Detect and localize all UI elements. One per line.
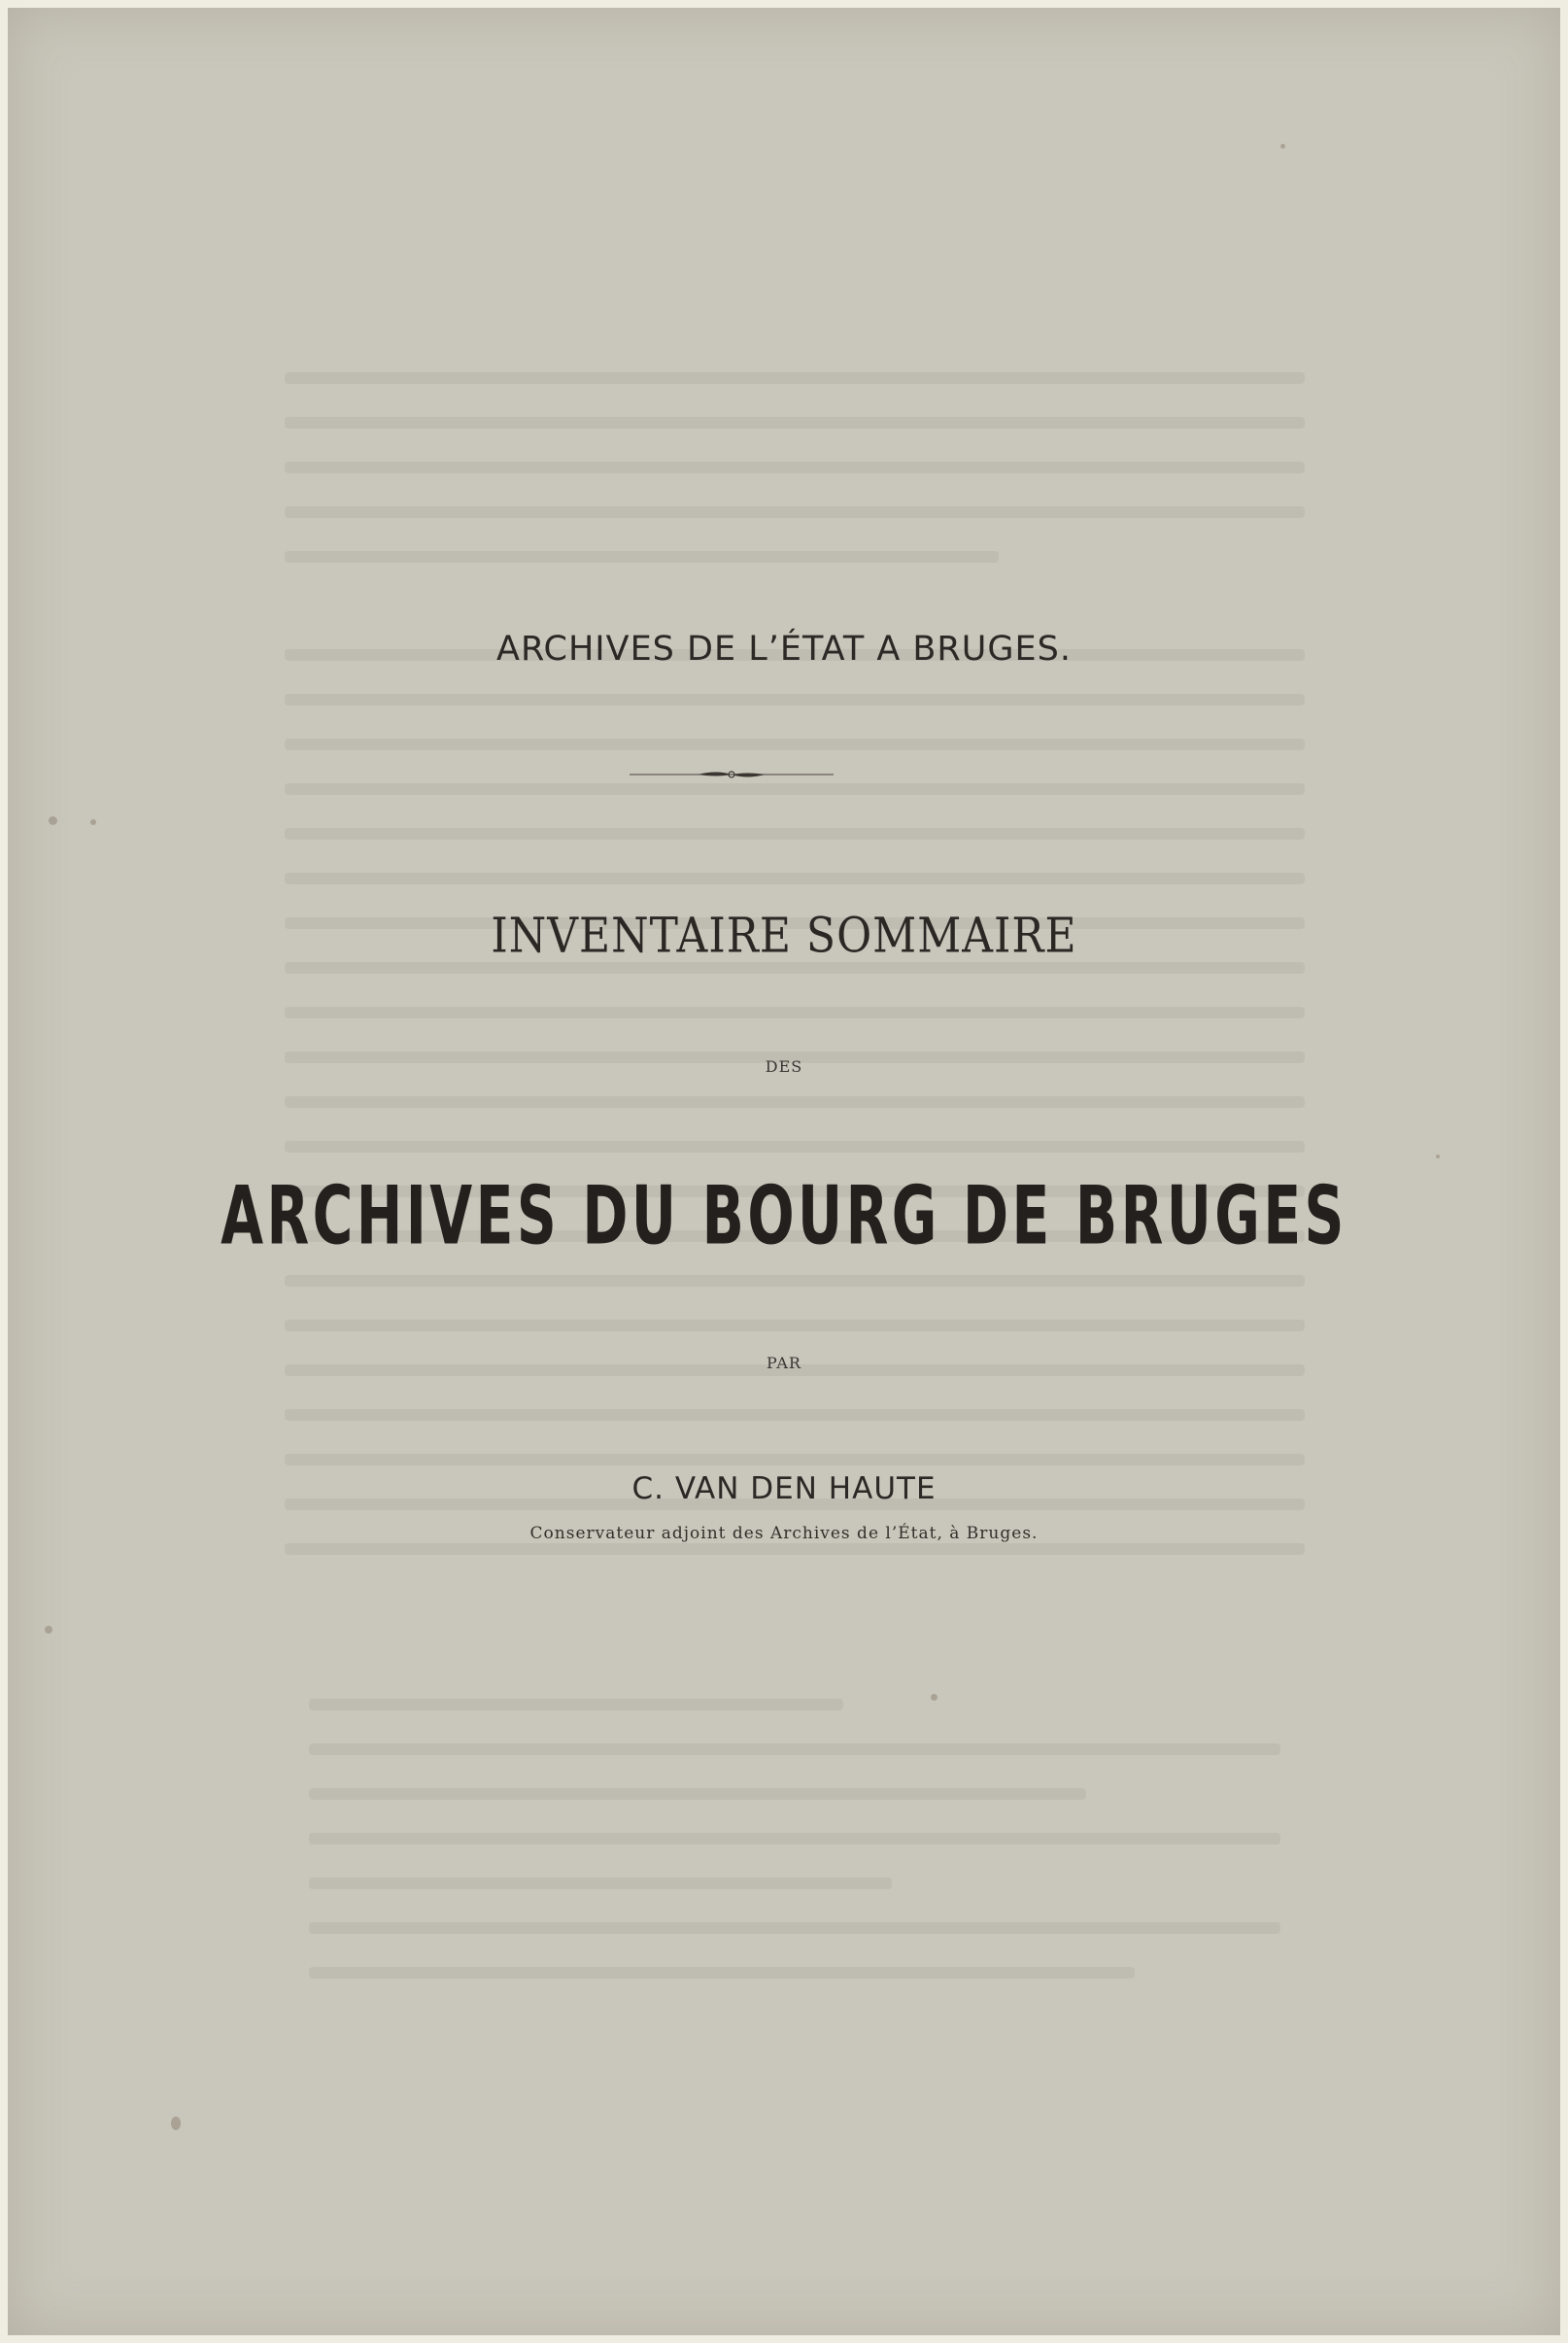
paper-speck — [931, 1694, 937, 1701]
paper-speck — [1280, 144, 1285, 149]
document-page — [8, 8, 1560, 2335]
bleed-through-upper — [285, 372, 1305, 596]
archive-heading: ARCHIVES DE L’ÉTAT A BRUGES. — [496, 630, 1072, 669]
bleed-through-notes — [309, 1699, 1280, 2012]
author-name: C. VAN DEN HAUTE — [631, 1471, 937, 1506]
paper-speck — [90, 819, 96, 825]
inventory-title: INVENTAIRE SOMMAIRE — [491, 908, 1077, 965]
ornament-rule — [630, 768, 834, 781]
connector-par: PAR — [767, 1354, 801, 1372]
paper-speck — [45, 1626, 52, 1634]
author-role: Conservateur adjoint des Archives de l’État, à Bruges. — [529, 1524, 1039, 1543]
bleed-through-middle — [285, 649, 1305, 1588]
paper-speck — [1436, 1154, 1440, 1158]
connector-des: DES — [765, 1057, 803, 1076]
paper-speck — [49, 816, 57, 825]
paper-speck — [171, 2117, 181, 2130]
main-title: ARCHIVES DU BOURG DE BRUGES — [221, 1169, 1347, 1263]
